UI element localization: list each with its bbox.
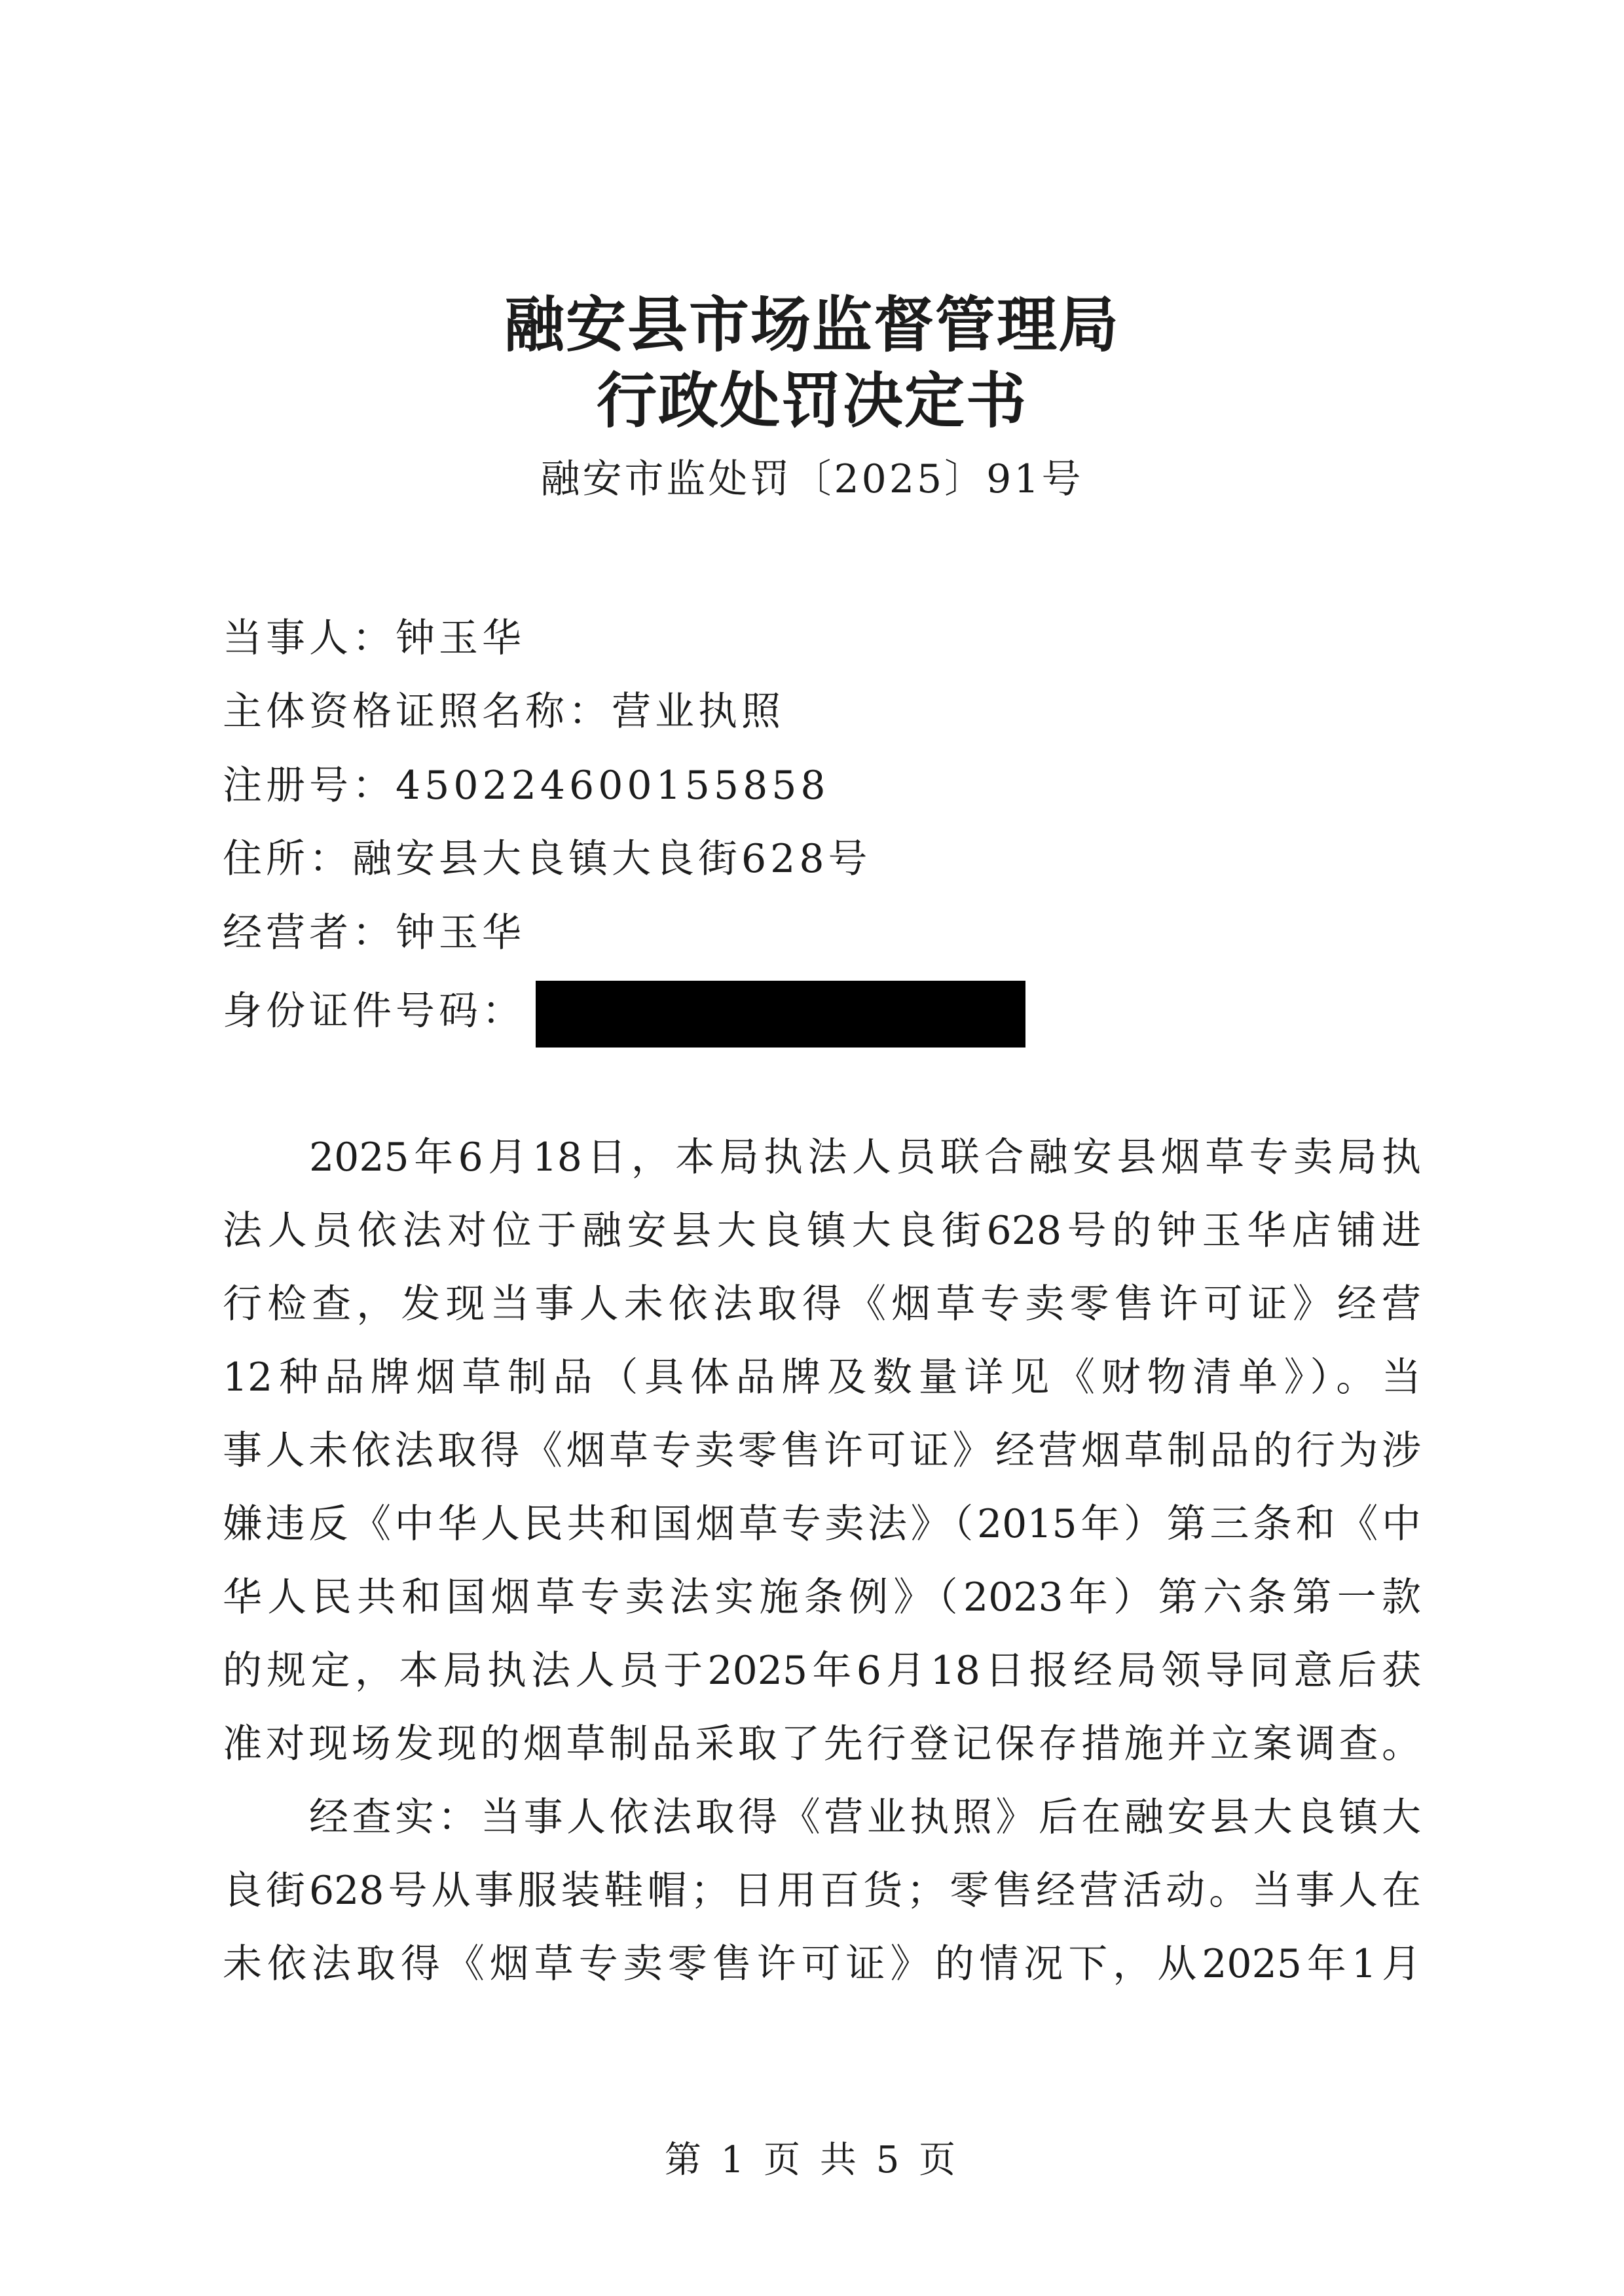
- body-line: 事人未依法取得《烟草专卖零售许可证》经营烟草制品的行为涉: [223, 1428, 1421, 1474]
- body-line: 经查实：当事人依法取得《营业执照》后在融安县大良镇大: [309, 1795, 1421, 1840]
- party-address: 住所：融安县大良镇大良街628号: [223, 836, 872, 882]
- license-name: 主体资格证照名称：营业执照: [223, 689, 784, 735]
- id-number-row: [223, 981, 1025, 1048]
- body-line: 2025年6月18日，本局执法人员联合融安县烟草专卖局执: [309, 1135, 1421, 1180]
- body-line: 准对现场发现的烟草制品采取了先行登记保存措施并立案调查。: [223, 1721, 1421, 1767]
- body-line: 未依法取得《烟草专卖零售许可证》的情况下，从2025年1月: [223, 1941, 1421, 1987]
- redaction-block: [536, 981, 1025, 1048]
- document-type-title: 行政处罚决定书: [596, 365, 1027, 436]
- body-line: 行检查，发现当事人未依法取得《烟草专卖零售许可证》经营: [223, 1281, 1421, 1327]
- body-line: 12种品牌烟草制品（具体品牌及数量详见《财物清单》）。当: [223, 1355, 1421, 1400]
- body-line: 法人员依法对位于融安县大良镇大良街628号的钟玉华店铺进: [223, 1208, 1421, 1254]
- agency-title: 融安县市场监督管理局: [504, 289, 1120, 360]
- body-line: 华人民共和国烟草专卖法实施条例》（2023年）第六条第一款: [223, 1575, 1421, 1620]
- registration-number: 注册号：450224600155858: [223, 763, 830, 809]
- id-number-label: 身份证件号码：: [223, 988, 525, 1034]
- operator-name: 经营者：钟玉华: [223, 910, 525, 956]
- party-name: 当事人：钟玉华: [223, 615, 525, 661]
- document-number: 融安市监处罚〔2025〕91号: [540, 456, 1084, 502]
- body-line: 良街628号从事服装鞋帽；日用百货；零售经营活动。当事人在: [223, 1868, 1421, 1914]
- page-indicator: 第 1 页 共 5 页: [664, 2139, 960, 2181]
- body-line: 嫌违反《中华人民共和国烟草专卖法》（2015年）第三条和《中: [223, 1501, 1421, 1547]
- body-line: 的规定，本局执法人员于2025年6月18日报经局领导同意后获: [223, 1648, 1421, 1694]
